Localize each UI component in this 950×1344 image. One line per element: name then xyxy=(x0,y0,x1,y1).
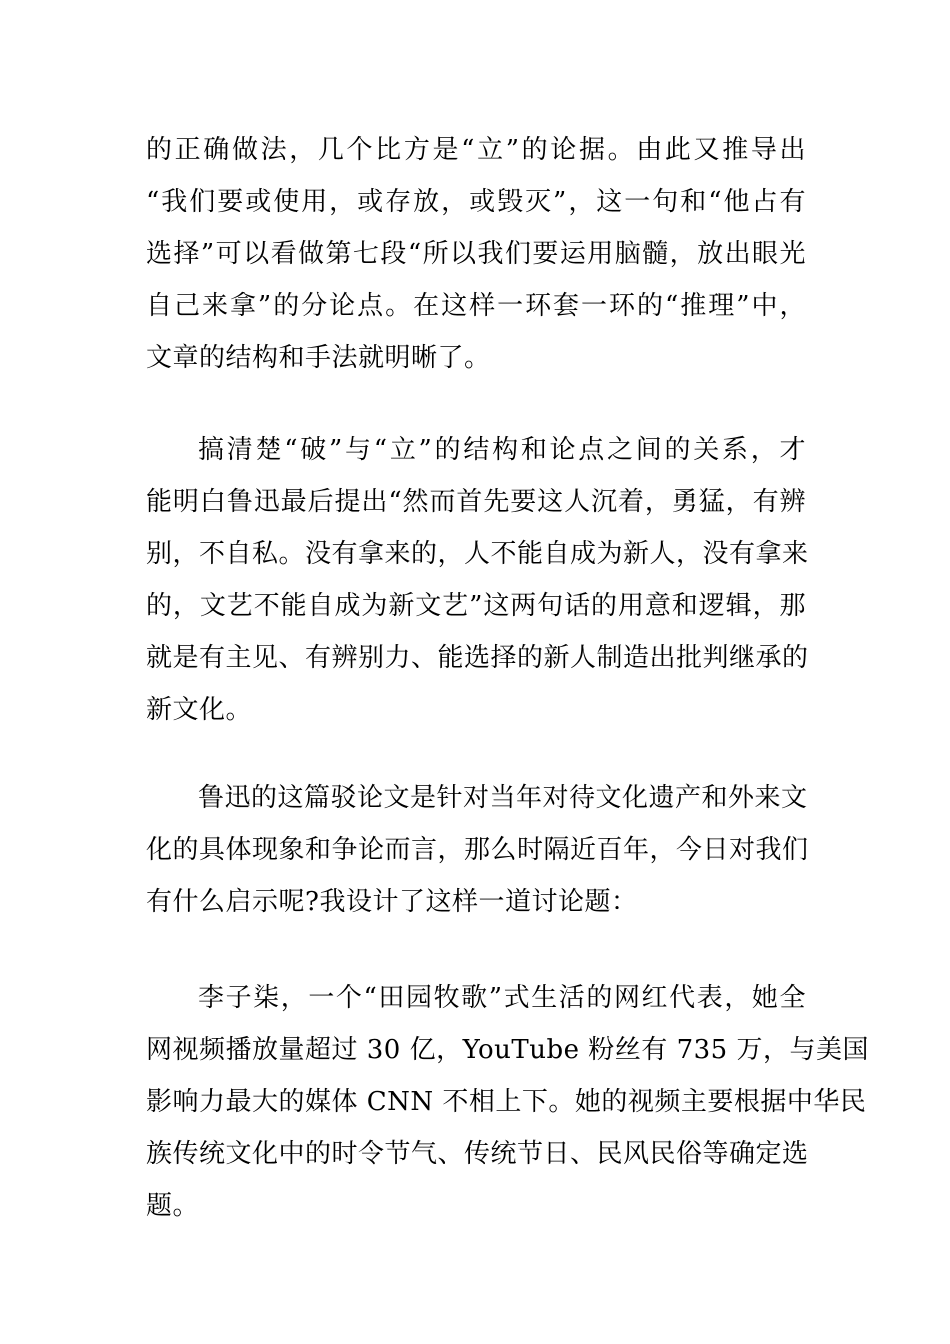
paragraph-line: 就是有主见、有辨别力、能选择的新人制造出批判继承的 xyxy=(146,643,809,673)
paragraph-1 xyxy=(146,124,806,384)
paragraph-line: “我们要或使用，或存放，或毁灭”，这一句和“他占有 xyxy=(146,187,806,217)
paragraph-line: 网视频播放量超过 30 亿，YouTube 粉丝有 735 万，与美国 xyxy=(146,1035,869,1065)
paragraph-line: 搞清楚“破”与“立”的结构和论点之间的关系，才 xyxy=(198,435,806,465)
paragraph-line: 的正确做法，几个比方是“立”的论据。由此又推导出 xyxy=(146,135,806,165)
paragraph-2 xyxy=(146,424,809,736)
paragraph-line: 能明白鲁迅最后提出“然而首先要这人沉着，勇猛，有辨 xyxy=(146,487,806,517)
paragraph-line: 化的具体现象和争论而言，那么时隔近百年，今日对我们 xyxy=(146,835,809,865)
paragraph-line: 文章的结构和手法就明晰了。 xyxy=(146,343,491,373)
paragraph-line: 鲁迅的这篇驳论文是针对当年对待文化遗产和外来文 xyxy=(198,783,808,813)
paragraph-line: 新文化。 xyxy=(146,695,253,725)
paragraph-line: 李子柒，一个“田园牧歌”式生活的网红代表，她全 xyxy=(198,983,806,1013)
paragraph-4 xyxy=(146,972,869,1232)
paragraph-line: 自己来拿”的分论点。在这样一环套一环的“推理”中， xyxy=(146,291,806,321)
paragraph-line: 有什么启示呢?我设计了这样一道讨论题： xyxy=(146,887,638,917)
paragraph-line: 题。 xyxy=(146,1191,200,1221)
paragraph-line: 族传统文化中的时令节气、传统节日、民风民俗等确定选 xyxy=(146,1139,809,1169)
paragraph-line: 选择”可以看做第七段“所以我们要运用脑髓，放出眼光 xyxy=(146,239,806,269)
paragraph-line: 的，文艺不能自成为新文艺”这两句话的用意和逻辑，那 xyxy=(146,591,806,621)
paragraph-3 xyxy=(146,772,809,928)
paragraph-line: 别，不自私。没有拿来的，人不能自成为新人，没有拿来 xyxy=(146,539,809,569)
paragraph-line: 影响力最大的媒体 CNN 不相上下。她的视频主要根据中华民 xyxy=(146,1087,867,1117)
